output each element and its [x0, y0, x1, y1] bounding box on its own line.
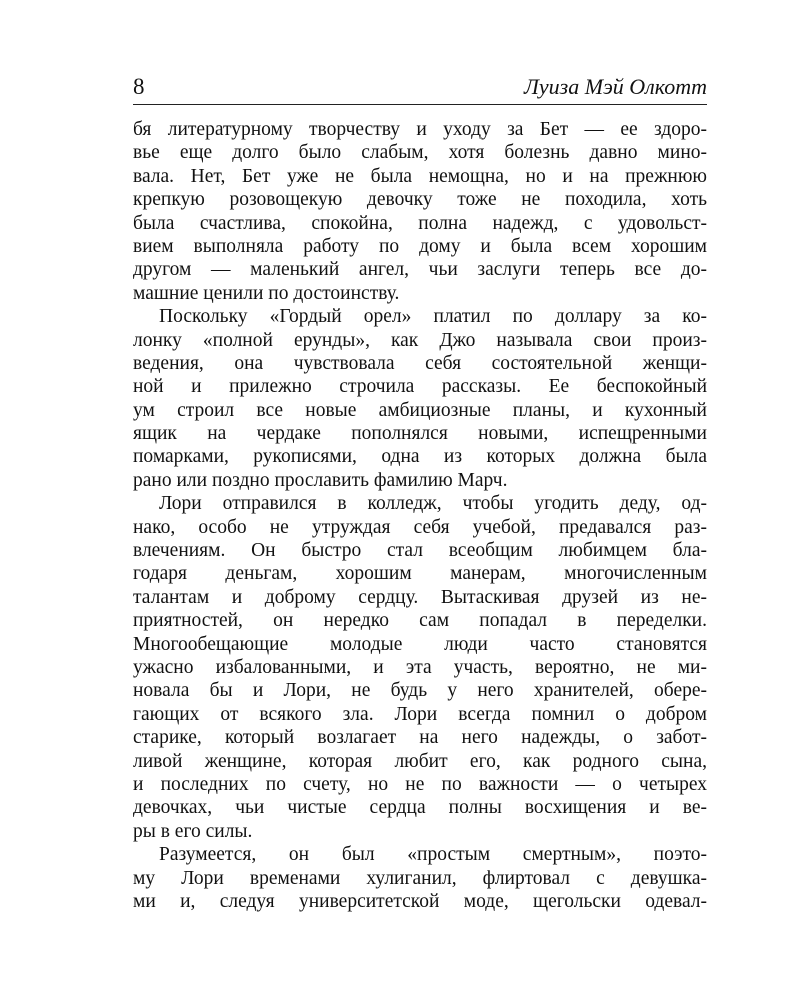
text-line: рано или поздно прославить фамилию Марч.: [133, 469, 508, 491]
text-line: бя литературному творчеству и уходу за Бет — ее здоро-: [133, 119, 707, 140]
paragraph: [133, 305, 707, 492]
text-line: новала бы и Лори, не будь у него хранителей, обере-: [133, 680, 707, 702]
text-line: была счастлива, спокойна, полна надежд, с удовольст-: [133, 212, 707, 234]
text-line: му Лори временами хулиганил, флиртовал с девушка-: [133, 867, 707, 889]
text-line: талантам и доброму сердцу. Вытаскивая друзей из не-: [133, 586, 707, 608]
text-line: Многообещающие молодые люди часто становятся: [133, 633, 707, 655]
text-line: ящик на чердаке пополнялся новыми, испещренными: [133, 423, 707, 445]
text-line: вье еще долго было слабым, хотя болезнь давно мино-: [133, 142, 707, 164]
page-header: [133, 73, 707, 103]
text-line: ужасно избалованными, и эта участь, вероятно, не ми-: [133, 656, 707, 678]
paragraph: [133, 843, 707, 913]
running-head-author: Луиза Мэй Олкотт: [524, 74, 707, 99]
text-line: крепкую розовощекую девочку тоже не походила, хоть: [133, 189, 707, 211]
text-line: помарками, рукописями, одна из которых должна была: [133, 446, 707, 468]
text-line: машние ценили по достоинству.: [133, 282, 400, 304]
text-line: ливой женщине, которая любит его, как родного сына,: [133, 750, 707, 772]
text-line: вала. Нет, Бет уже не была немощна, но и на прежнюю: [133, 165, 707, 187]
text-line: вием выполняла работу по дому и была всем хорошим: [133, 235, 707, 257]
header-rule: [133, 104, 707, 105]
body-text: [133, 118, 707, 913]
text-line: влечениям. Он быстро стал всеобщим любимцем бла-: [133, 540, 707, 562]
text-line: годаря деньгам, хорошим манерам, многочисленным: [133, 563, 707, 585]
text-line: Лори отправился в колледж, чтобы угодить деду, од-: [159, 493, 707, 515]
text-line: нако, особо не утруждая себя учебой, предавался раз-: [133, 516, 707, 538]
text-line: ум строил все новые амбициозные планы, и кухонный: [133, 399, 707, 421]
text-line: ведения, она чувствовала себя состоятельной женщи-: [133, 352, 707, 374]
text-line: Поскольку «Гордый орел» платил по доллару за ко-: [159, 306, 707, 328]
text-line: лонку «полной ерунды», как Джо называла свои произ-: [133, 329, 707, 351]
text-line: другом — маленький ангел, чьи заслуги теперь все до-: [133, 259, 707, 281]
paragraph: [133, 492, 707, 843]
text-line: девочках, чьи чистые сердца полны восхищения и ве-: [133, 797, 707, 819]
text-line: приятностей, он нередко сам попадал в переделки.: [133, 610, 707, 632]
text-line: гающих от всякого зла. Лори всегда помнил о добром: [133, 703, 707, 725]
text-line: Разумеется, он был «простым смертным», поэто-: [159, 844, 707, 866]
text-line: ры в его силы.: [133, 820, 253, 842]
text-line: ной и прилежно строчила рассказы. Ее беспокойный: [133, 376, 707, 398]
text-line: и последних по счету, но не по важности — о четырех: [133, 773, 707, 795]
page-number: 8: [133, 74, 145, 99]
paragraph: [133, 118, 707, 305]
text-line: старике, который возлагает на него надежды, о забот-: [133, 727, 707, 749]
text-line: ми и, следуя университетской моде, щегольски одевал-: [133, 890, 707, 912]
